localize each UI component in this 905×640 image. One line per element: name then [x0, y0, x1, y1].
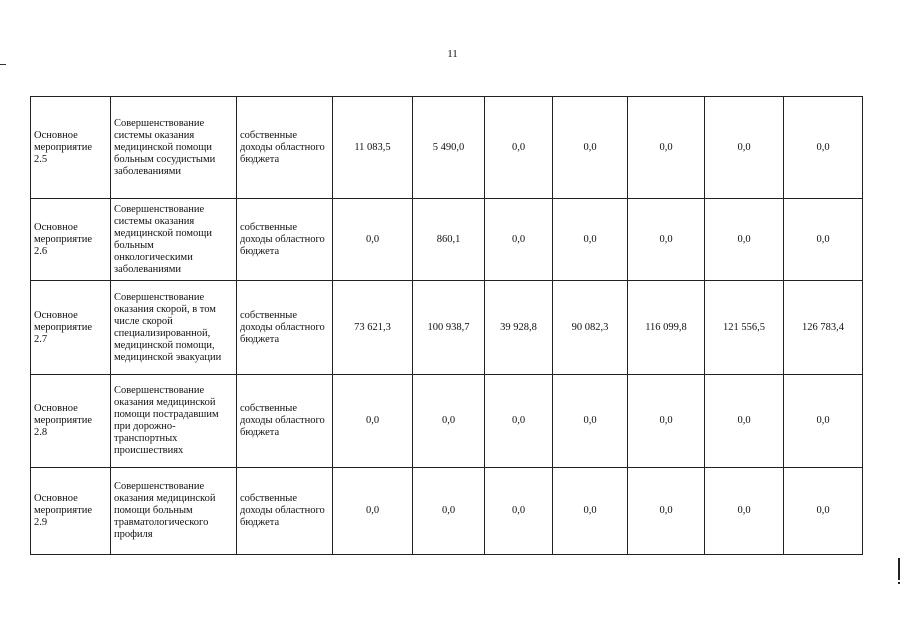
- scan-mark: [898, 558, 903, 580]
- value-cell: 121 556,5: [705, 281, 784, 375]
- description-cell: Совершенствование оказания скорой, в том числе скорой специализированной, медицинской помощи, медицинской эвакуации: [111, 281, 237, 375]
- value-cell: 0,0: [628, 375, 705, 468]
- activity-cell: Основное мероприятие 2.5: [31, 97, 111, 199]
- value-cell: 0,0: [784, 97, 863, 199]
- source-cell: собственные доходы областного бюджета: [237, 281, 333, 375]
- value-cell: 126 783,4: [784, 281, 863, 375]
- value-cell: 73 621,3: [333, 281, 413, 375]
- table-row: [31, 375, 863, 468]
- value-cell: 0,0: [784, 199, 863, 281]
- value-cell: 0,0: [705, 97, 784, 199]
- value-cell: 0,0: [333, 375, 413, 468]
- value-cell: 0,0: [413, 375, 485, 468]
- description-cell: Совершенствование системы оказания медицинской помощи больным сосудистыми заболеваниями: [111, 97, 237, 199]
- value-cell: 0,0: [413, 468, 485, 555]
- value-cell: 0,0: [628, 97, 705, 199]
- activity-cell: Основное мероприятие 2.8: [31, 375, 111, 468]
- value-cell: 0,0: [553, 375, 628, 468]
- value-cell: 116 099,8: [628, 281, 705, 375]
- budget-table: [30, 96, 863, 555]
- value-cell: 0,0: [784, 468, 863, 555]
- value-cell: 0,0: [705, 468, 784, 555]
- value-cell: 0,0: [553, 97, 628, 199]
- value-cell: 0,0: [485, 97, 553, 199]
- table-row: [31, 199, 863, 281]
- value-cell: 39 928,8: [485, 281, 553, 375]
- value-cell: 0,0: [333, 199, 413, 281]
- value-cell: 0,0: [333, 468, 413, 555]
- table-row: [31, 281, 863, 375]
- value-cell: 0,0: [784, 375, 863, 468]
- activity-cell: Основное мероприятие 2.9: [31, 468, 111, 555]
- activity-cell: Основное мероприятие 2.7: [31, 281, 111, 375]
- page-number: 11: [447, 48, 458, 60]
- description-cell: Совершенствование системы оказания медицинской помощи больным онкологическими заболеваниями: [111, 199, 237, 281]
- value-cell: 100 938,7: [413, 281, 485, 375]
- activity-cell: Основное мероприятие 2.6: [31, 199, 111, 281]
- value-cell: 0,0: [485, 375, 553, 468]
- value-cell: 0,0: [485, 199, 553, 281]
- value-cell: 0,0: [705, 199, 784, 281]
- value-cell: 860,1: [413, 199, 485, 281]
- table-row: [31, 468, 863, 555]
- source-cell: собственные доходы областного бюджета: [237, 97, 333, 199]
- table-row: [31, 97, 863, 199]
- description-cell: Совершенствование оказания медицинской помощи пострадавшим при дорожно-транспортных происшествиях: [111, 375, 237, 468]
- value-cell: 0,0: [485, 468, 553, 555]
- source-cell: собственные доходы областного бюджета: [237, 468, 333, 555]
- value-cell: 90 082,3: [553, 281, 628, 375]
- source-cell: собственные доходы областного бюджета: [237, 375, 333, 468]
- source-cell: собственные доходы областного бюджета: [237, 199, 333, 281]
- value-cell: 5 490,0: [413, 97, 485, 199]
- value-cell: 0,0: [628, 468, 705, 555]
- description-cell: Совершенствование оказания медицинской помощи больным травматологического профиля: [111, 468, 237, 555]
- margin-tick: [0, 64, 6, 65]
- value-cell: 0,0: [628, 199, 705, 281]
- value-cell: 0,0: [553, 468, 628, 555]
- value-cell: 0,0: [705, 375, 784, 468]
- value-cell: 0,0: [553, 199, 628, 281]
- value-cell: 11 083,5: [333, 97, 413, 199]
